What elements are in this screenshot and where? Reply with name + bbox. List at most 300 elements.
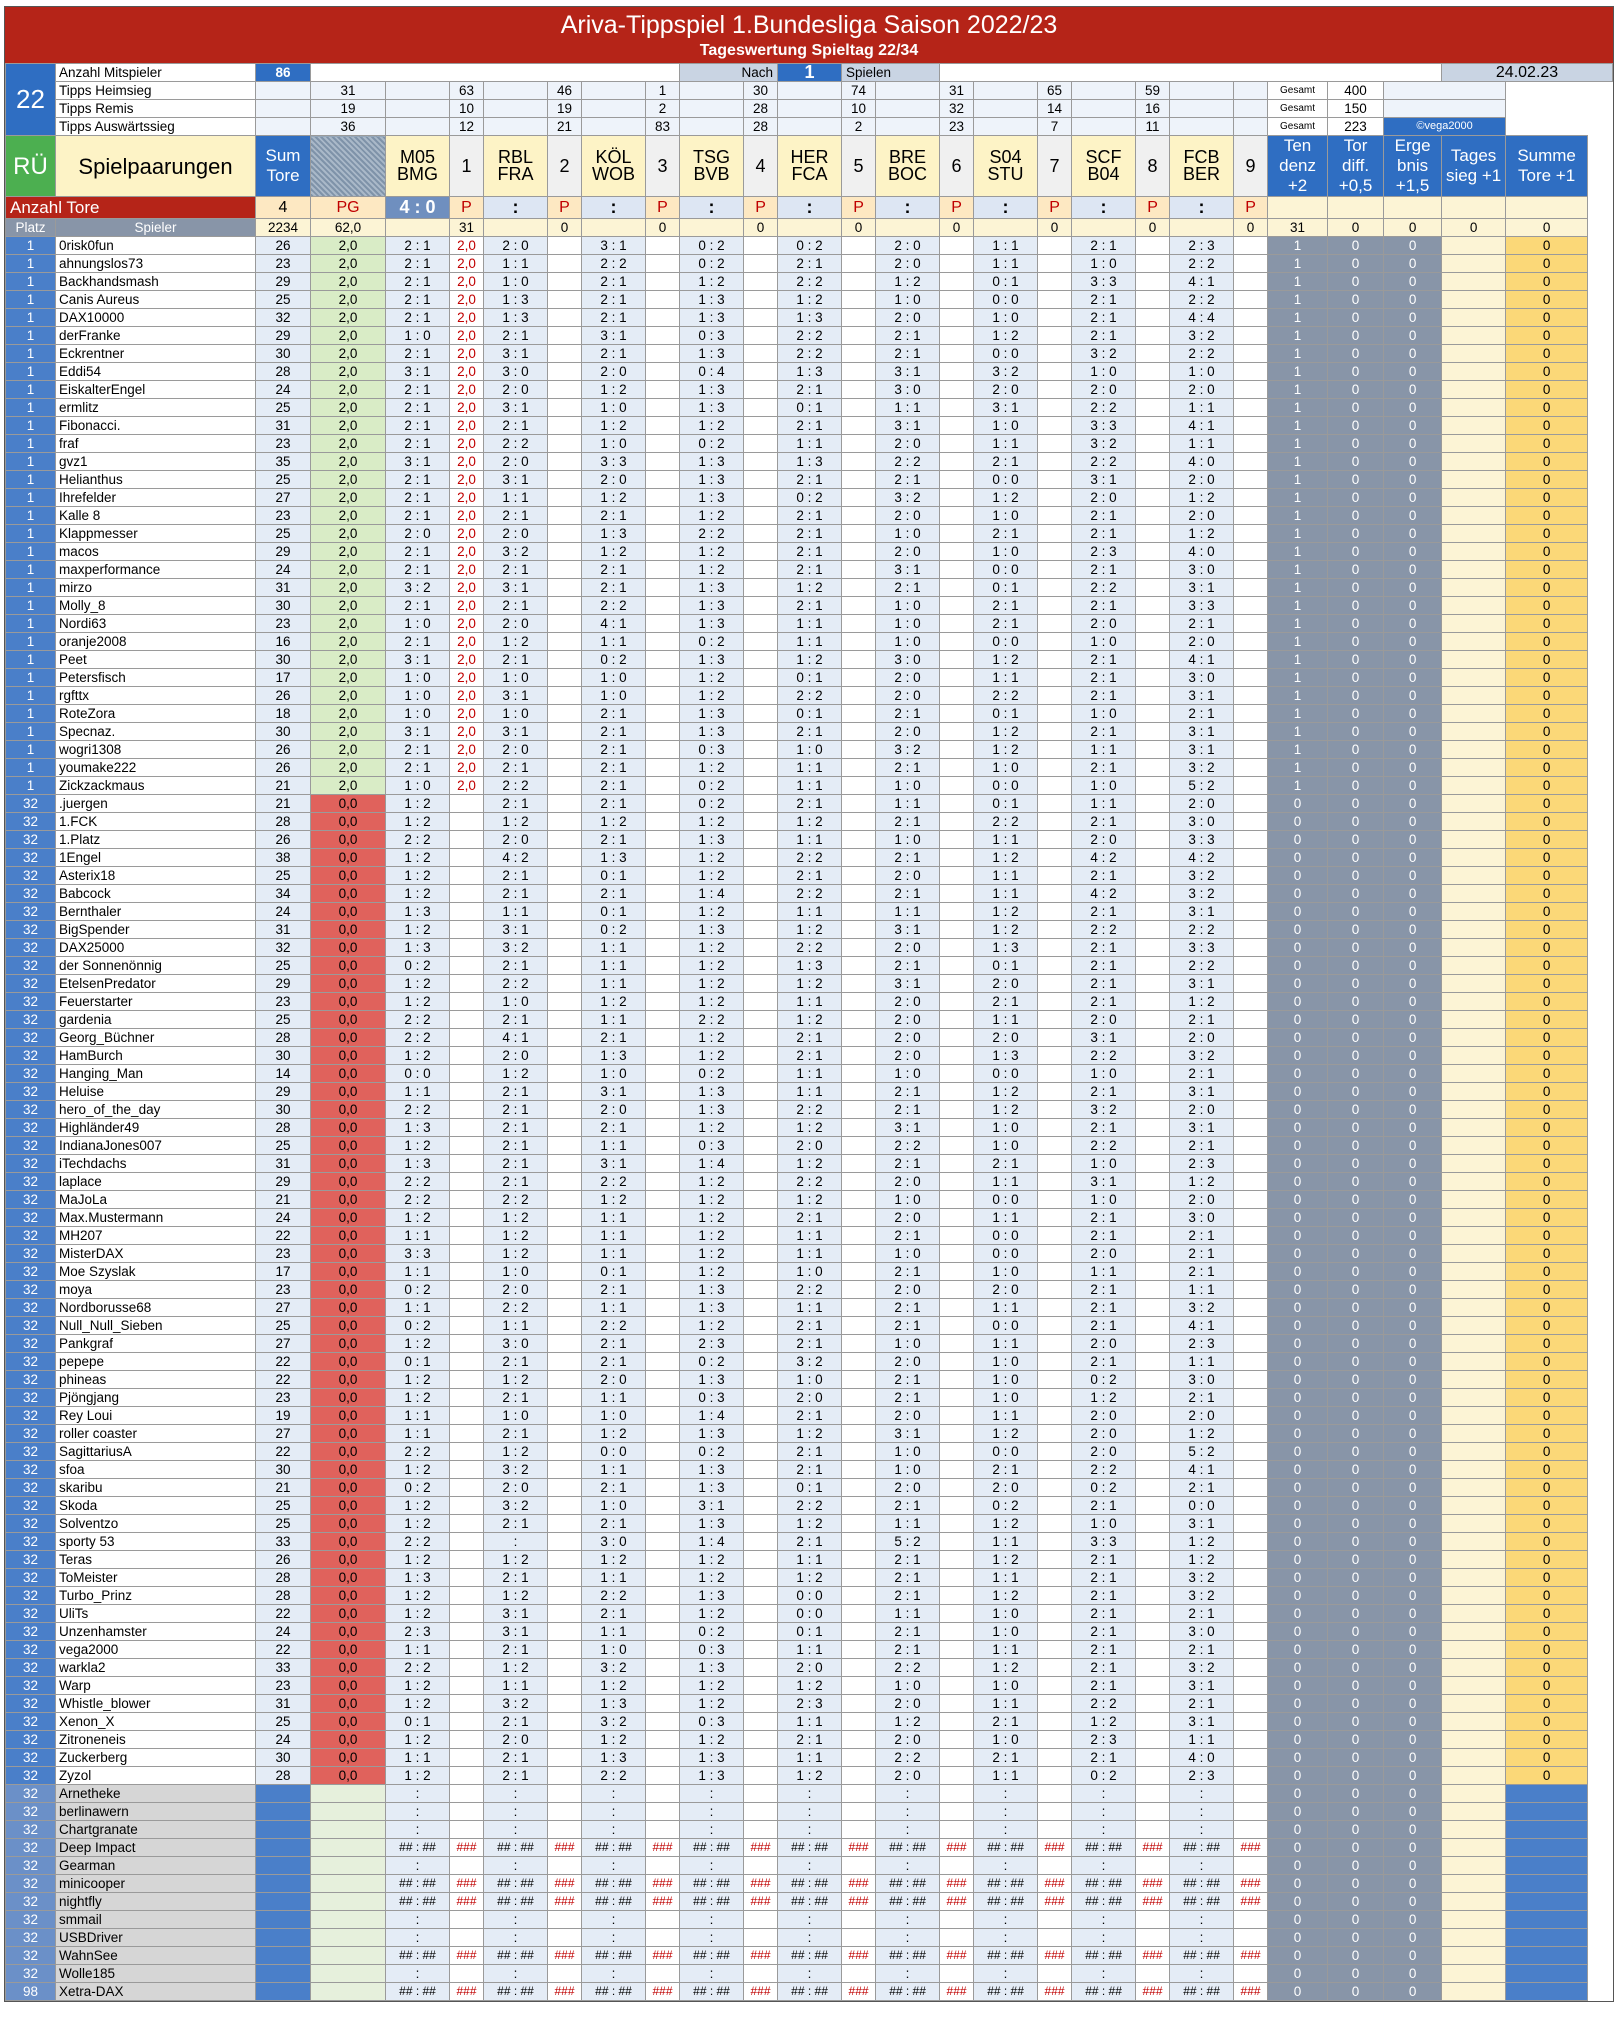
- player-tip: 0 : 2: [680, 633, 744, 651]
- player-name[interactable]: DAX10000: [56, 309, 256, 327]
- player-tip: 1 : 2: [974, 327, 1038, 345]
- blank: [646, 1821, 680, 1839]
- blank: [1136, 1929, 1170, 1947]
- player-name[interactable]: Solventzo: [56, 1515, 256, 1533]
- blank: [548, 1659, 582, 1677]
- match-pairing[interactable]: [386, 136, 450, 197]
- player-tip: 1 : 2: [386, 1767, 450, 1785]
- player-name[interactable]: iTechdachs: [56, 1155, 256, 1173]
- player-name[interactable]: RoteZora: [56, 705, 256, 723]
- blank: [744, 525, 778, 543]
- blank: [1234, 1623, 1268, 1641]
- player-name[interactable]: Backhandsmash: [56, 273, 256, 291]
- player-tordiff: 0: [1328, 885, 1384, 903]
- player-name[interactable]: fraf: [56, 435, 256, 453]
- match-pairing[interactable]: [1072, 136, 1136, 197]
- player-name[interactable]: moya: [56, 1281, 256, 1299]
- player-name[interactable]: DAX25000: [56, 939, 256, 957]
- player-name[interactable]: Gearman: [56, 1857, 256, 1875]
- player-tendenz: 1: [1268, 777, 1328, 795]
- player-name[interactable]: wogri1308: [56, 741, 256, 759]
- player-name[interactable]: sporty 53: [56, 1533, 256, 1551]
- player-tip: 2 : 2: [876, 1749, 940, 1767]
- player-name[interactable]: Zitroneneis: [56, 1731, 256, 1749]
- player-points: 2,0: [450, 471, 484, 489]
- player-pg: 0,0: [311, 1659, 386, 1677]
- player-tip: 2 : 2: [1072, 399, 1136, 417]
- player-points: 2,0: [450, 291, 484, 309]
- player-name[interactable]: Zickzackmaus: [56, 777, 256, 795]
- player-tagessieg: [1442, 399, 1506, 417]
- player-name[interactable]: Null_Null_Sieben: [56, 1317, 256, 1335]
- player-tip: 2 : 0: [876, 1407, 940, 1425]
- player-name[interactable]: 0risk0fun: [56, 237, 256, 255]
- player-ergebnis: 0: [1384, 435, 1442, 453]
- blank: [940, 309, 974, 327]
- player-pg: 0,0: [311, 1479, 386, 1497]
- player-tip: 1 : 1: [876, 1605, 940, 1623]
- player-points: ###: [548, 1839, 582, 1857]
- player-name[interactable]: gardenia: [56, 1011, 256, 1029]
- blank: [311, 1893, 386, 1911]
- blank: [450, 1317, 484, 1335]
- player-rank: 32: [6, 1857, 56, 1875]
- player-name[interactable]: roller coaster: [56, 1425, 256, 1443]
- player-row: [6, 1659, 1613, 1677]
- blank: [1136, 1299, 1170, 1317]
- player-tip: 1 : 2: [778, 1569, 842, 1587]
- player-tip: 1 : 3: [680, 1767, 744, 1785]
- player-name[interactable]: vega2000: [56, 1641, 256, 1659]
- player-name[interactable]: Helianthus: [56, 471, 256, 489]
- blank: [450, 1677, 484, 1695]
- player-rank: 32: [6, 1443, 56, 1461]
- player-name[interactable]: der Sonnenönnig: [56, 957, 256, 975]
- player-name[interactable]: nightfly: [56, 1893, 256, 1911]
- player-name[interactable]: .juergen: [56, 795, 256, 813]
- blank: [842, 1245, 876, 1263]
- player-tip: 2 : 0: [1170, 471, 1234, 489]
- blank: [450, 1443, 484, 1461]
- match-player-marker: 0: [940, 219, 974, 237]
- player-tip: 1 : 2: [386, 885, 450, 903]
- player-name[interactable]: WahnSee: [56, 1947, 256, 1965]
- player-tip: :: [778, 1785, 842, 1803]
- player-tordiff: 0: [1328, 1911, 1384, 1929]
- player-ergebnis: 0: [1384, 921, 1442, 939]
- anzahl-tore-value: 4: [256, 197, 311, 219]
- player-name[interactable]: Klappmesser: [56, 525, 256, 543]
- player-name[interactable]: derFranke: [56, 327, 256, 345]
- player-name[interactable]: 1.FCK: [56, 813, 256, 831]
- player-tip: 1 : 0: [876, 1443, 940, 1461]
- player-tip: 0 : 0: [1170, 1497, 1234, 1515]
- player-tip: 2 : 1: [582, 1335, 646, 1353]
- player-name[interactable]: smmail: [56, 1911, 256, 1929]
- blank: [1038, 1803, 1072, 1821]
- home-team: SCF: [1085, 147, 1122, 167]
- player-tip: 1 : 0: [876, 291, 940, 309]
- blank: [548, 1317, 582, 1335]
- player-tip: 1 : 3: [680, 597, 744, 615]
- player-tip: 1 : 1: [974, 1209, 1038, 1227]
- blank: [1038, 381, 1072, 399]
- blank: [646, 1569, 680, 1587]
- player-name[interactable]: MisterDAX: [56, 1245, 256, 1263]
- match-home-tips: 74: [842, 82, 876, 100]
- player-name[interactable]: Turbo_Prinz: [56, 1587, 256, 1605]
- player-name[interactable]: macos: [56, 543, 256, 561]
- player-name[interactable]: Bernthaler: [56, 903, 256, 921]
- player-name[interactable]: hero_of_the_day: [56, 1101, 256, 1119]
- player-tip: 0 : 1: [582, 903, 646, 921]
- blank: [646, 1497, 680, 1515]
- player-name[interactable]: Petersfisch: [56, 669, 256, 687]
- player-tendenz: 0: [1268, 1209, 1328, 1227]
- player-name[interactable]: Pjöngjang: [56, 1389, 256, 1407]
- player-name[interactable]: Max.Mustermann: [56, 1209, 256, 1227]
- player-tip: 1 : 2: [386, 1551, 450, 1569]
- player-name[interactable]: youmake222: [56, 759, 256, 777]
- player-tordiff: 0: [1328, 345, 1384, 363]
- player-tordiff: 0: [1328, 759, 1384, 777]
- player-name[interactable]: Peet: [56, 651, 256, 669]
- player-name[interactable]: Heluise: [56, 1083, 256, 1101]
- player-name[interactable]: rgfttx: [56, 687, 256, 705]
- player-tip: 1 : 2: [386, 921, 450, 939]
- blank: [646, 723, 680, 741]
- match-player-marker: 31: [450, 219, 484, 237]
- player-name[interactable]: berlinawern: [56, 1803, 256, 1821]
- player-name[interactable]: Asterix18: [56, 867, 256, 885]
- player-tip: 1 : 3: [680, 831, 744, 849]
- player-tip: :: [1072, 1965, 1136, 1983]
- player-pg: 2,0: [311, 291, 386, 309]
- player-ergebnis: 0: [1384, 831, 1442, 849]
- player-name[interactable]: ahnungslos73: [56, 255, 256, 273]
- player-name[interactable]: laplace: [56, 1173, 256, 1191]
- blank: [842, 345, 876, 363]
- player-tordiff: 0: [1328, 1803, 1384, 1821]
- player-name[interactable]: Specnaz.: [56, 723, 256, 741]
- blank: [842, 1335, 876, 1353]
- player-name[interactable]: Hanging_Man: [56, 1065, 256, 1083]
- blank: [744, 615, 778, 633]
- blank: [940, 417, 974, 435]
- player-sum-tore: 31: [256, 1155, 311, 1173]
- player-tip: :: [876, 1821, 940, 1839]
- blank: [1038, 1245, 1072, 1263]
- player-tip: 1 : 2: [974, 1083, 1038, 1101]
- player-tip: ## : ##: [974, 1839, 1038, 1857]
- player-name[interactable]: Moe Szyslak: [56, 1263, 256, 1281]
- player-name[interactable]: EtelsenPredator: [56, 975, 256, 993]
- player-tip: 2 : 3: [778, 1695, 842, 1713]
- blank: [1234, 525, 1268, 543]
- player-name[interactable]: ToMeister: [56, 1569, 256, 1587]
- player-tip: 0 : 2: [680, 1623, 744, 1641]
- player-name[interactable]: pepepe: [56, 1353, 256, 1371]
- player-tip: 0 : 2: [680, 795, 744, 813]
- player-tip: 3 : 1: [386, 723, 450, 741]
- player-tip: 1 : 2: [680, 867, 744, 885]
- player-tendenz: 0: [1268, 795, 1328, 813]
- player-name[interactable]: Unzenhamster: [56, 1623, 256, 1641]
- player-name[interactable]: maxperformance: [56, 561, 256, 579]
- blank: [1038, 309, 1072, 327]
- blank: [311, 1857, 386, 1875]
- player-name[interactable]: gvz1: [56, 453, 256, 471]
- player-tip: 2 : 1: [484, 795, 548, 813]
- player-name[interactable]: phineas: [56, 1371, 256, 1389]
- player-name[interactable]: Rey Loui: [56, 1407, 256, 1425]
- home-team: FCB: [1183, 147, 1220, 167]
- match-player-marker: 0: [1038, 219, 1072, 237]
- blank: [1038, 561, 1072, 579]
- player-tip: 2 : 1: [778, 1047, 842, 1065]
- player-tordiff: 0: [1328, 1155, 1384, 1173]
- blank: [1038, 1677, 1072, 1695]
- blank: [1234, 1353, 1268, 1371]
- player-summe-tore: 0: [1506, 1299, 1588, 1317]
- match-pairing[interactable]: [876, 136, 940, 197]
- player-name[interactable]: MaJoLa: [56, 1191, 256, 1209]
- player-tip: ## : ##: [680, 1893, 744, 1911]
- player-tip: ## : ##: [386, 1983, 450, 2001]
- player-rank: 32: [6, 1209, 56, 1227]
- p-label: P: [1038, 197, 1072, 219]
- blank: [548, 1461, 582, 1479]
- player-tordiff: 0: [1328, 615, 1384, 633]
- player-name[interactable]: Deep Impact: [56, 1839, 256, 1857]
- player-tip: 3 : 2: [778, 1353, 842, 1371]
- player-name[interactable]: MH207: [56, 1227, 256, 1245]
- player-summe-tore: 0: [1506, 1191, 1588, 1209]
- player-tip: 2 : 2: [484, 1191, 548, 1209]
- blank: [940, 291, 974, 309]
- blank: [1136, 1641, 1170, 1659]
- match-pairing[interactable]: [974, 136, 1038, 197]
- player-points: 2,0: [450, 237, 484, 255]
- match-pairing[interactable]: [778, 136, 842, 197]
- player-name[interactable]: IndianaJones007: [56, 1137, 256, 1155]
- player-name[interactable]: Georg_Büchner: [56, 1029, 256, 1047]
- player-name[interactable]: Nordborusse68: [56, 1299, 256, 1317]
- player-rank: 32: [6, 1767, 56, 1785]
- player-name[interactable]: Teras: [56, 1551, 256, 1569]
- player-name[interactable]: mirzo: [56, 579, 256, 597]
- player-tip: 1 : 1: [876, 1515, 940, 1533]
- player-row: [6, 1677, 1613, 1695]
- blank: [646, 975, 680, 993]
- player-tendenz: 0: [1268, 993, 1328, 1011]
- blank: [450, 1173, 484, 1191]
- player-tip: 1 : 1: [1170, 399, 1234, 417]
- player-name[interactable]: minicooper: [56, 1875, 256, 1893]
- blank: [548, 1749, 582, 1767]
- blank: [744, 1713, 778, 1731]
- blank: [1170, 82, 1234, 100]
- player-name[interactable]: Warp: [56, 1677, 256, 1695]
- blank: [842, 435, 876, 453]
- player-tip: 2 : 1: [1072, 1353, 1136, 1371]
- player-name[interactable]: skaribu: [56, 1479, 256, 1497]
- player-name[interactable]: Eddi54: [56, 363, 256, 381]
- player-name[interactable]: 1Engel: [56, 849, 256, 867]
- player-name[interactable]: sfoa: [56, 1461, 256, 1479]
- player-name[interactable]: Molly_8: [56, 597, 256, 615]
- player-tip: :: [680, 1857, 744, 1875]
- player-tendenz: 0: [1268, 1533, 1328, 1551]
- player-tip: 2 : 3: [680, 1335, 744, 1353]
- player-name[interactable]: Highländer49: [56, 1119, 256, 1137]
- blank: [1234, 1749, 1268, 1767]
- blank: [940, 1785, 974, 1803]
- player-tip: 2 : 0: [876, 939, 940, 957]
- player-tip: 0 : 1: [974, 273, 1038, 291]
- player-name[interactable]: Nordi63: [56, 615, 256, 633]
- blank: [1136, 1425, 1170, 1443]
- player-name[interactable]: EiskalterEngel: [56, 381, 256, 399]
- player-tip: 0 : 2: [680, 777, 744, 795]
- match-away-tips: 28: [744, 118, 778, 136]
- home-team: RBL: [497, 147, 533, 167]
- player-name[interactable]: oranje2008: [56, 633, 256, 651]
- player-ergebnis: 0: [1384, 957, 1442, 975]
- blank: [450, 1209, 484, 1227]
- player-tagessieg: [1442, 1047, 1506, 1065]
- player-name[interactable]: Xetra-DAX: [56, 1983, 256, 2001]
- player-tip: 1 : 2: [680, 1245, 744, 1263]
- player-tip: 2 : 0: [876, 255, 940, 273]
- player-tip: 1 : 2: [1072, 1389, 1136, 1407]
- player-rank: 32: [6, 1497, 56, 1515]
- blank: [1038, 1785, 1072, 1803]
- player-name[interactable]: 1.Platz: [56, 831, 256, 849]
- player-ergebnis: 0: [1384, 1245, 1442, 1263]
- blank: [450, 1353, 484, 1371]
- blank: [1038, 417, 1072, 435]
- player-tip: 2 : 0: [1170, 507, 1234, 525]
- blank: [548, 777, 582, 795]
- player-points: 2,0: [450, 687, 484, 705]
- player-name[interactable]: BigSpender: [56, 921, 256, 939]
- player-tip: 1 : 2: [582, 543, 646, 561]
- player-name[interactable]: Babcock: [56, 885, 256, 903]
- player-name[interactable]: Xenon_X: [56, 1713, 256, 1731]
- blank: [582, 100, 646, 118]
- player-sum-tore: 31: [256, 1695, 311, 1713]
- player-name[interactable]: Whistle_blower: [56, 1695, 256, 1713]
- player-tip: 1 : 0: [876, 525, 940, 543]
- player-name[interactable]: Feuerstarter: [56, 993, 256, 1011]
- player-name[interactable]: Eckrentner: [56, 345, 256, 363]
- player-name[interactable]: Ihrefelder: [56, 489, 256, 507]
- match-pairing[interactable]: [680, 136, 744, 197]
- player-pg: 2,0: [311, 687, 386, 705]
- player-tip: 3 : 1: [876, 561, 940, 579]
- player-name[interactable]: Chartgranate: [56, 1821, 256, 1839]
- player-name[interactable]: Pankgraf: [56, 1335, 256, 1353]
- player-row: [6, 687, 1613, 705]
- blank: [744, 1245, 778, 1263]
- player-sum-tore: 25: [256, 1317, 311, 1335]
- player-name[interactable]: Fibonacci.: [56, 417, 256, 435]
- player-tip: :: [778, 1803, 842, 1821]
- match-pairing[interactable]: [1170, 136, 1234, 197]
- blank: [646, 1605, 680, 1623]
- player-name[interactable]: Wolle185: [56, 1965, 256, 1983]
- match-away-tips: 36: [311, 118, 386, 136]
- player-tendenz: 0: [1268, 1677, 1328, 1695]
- player-rank: 32: [6, 1083, 56, 1101]
- p-label: P: [1234, 197, 1268, 219]
- player-tip: 2 : 1: [386, 273, 450, 291]
- blank: [940, 345, 974, 363]
- player-tip: 2 : 1: [778, 255, 842, 273]
- player-tip: 0 : 0: [974, 1317, 1038, 1335]
- player-tagessieg: [1442, 867, 1506, 885]
- player-tendenz: 0: [1268, 1839, 1328, 1857]
- match-pairing[interactable]: [484, 136, 548, 197]
- blank: [1038, 705, 1072, 723]
- player-tip: ## : ##: [680, 1839, 744, 1857]
- blank: [1038, 777, 1072, 795]
- blank: [1170, 118, 1234, 136]
- match-pairing[interactable]: [582, 136, 646, 197]
- player-name[interactable]: Zyzol: [56, 1767, 256, 1785]
- player-tip: 1 : 2: [680, 759, 744, 777]
- player-name[interactable]: USBDriver: [56, 1929, 256, 1947]
- player-tip: 2 : 0: [1170, 1029, 1234, 1047]
- player-name[interactable]: Skoda: [56, 1497, 256, 1515]
- blank: [1234, 1065, 1268, 1083]
- player-name[interactable]: Kalle 8: [56, 507, 256, 525]
- player-name[interactable]: Zuckerberg: [56, 1749, 256, 1767]
- blank: [548, 1371, 582, 1389]
- player-ergebnis: 0: [1384, 1623, 1442, 1641]
- player-row: [6, 1479, 1613, 1497]
- player-tip: 1 : 2: [582, 1677, 646, 1695]
- player-summe-tore: 0: [1506, 579, 1588, 597]
- blank: [450, 1479, 484, 1497]
- blank: [484, 118, 548, 136]
- player-name[interactable]: Arnetheke: [56, 1785, 256, 1803]
- player-pg: 0,0: [311, 1515, 386, 1533]
- player-tagessieg: [1442, 417, 1506, 435]
- player-name[interactable]: ermlitz: [56, 399, 256, 417]
- blank: [548, 1785, 582, 1803]
- player-tagessieg: [1442, 345, 1506, 363]
- player-tagessieg: [1442, 1299, 1506, 1317]
- player-name[interactable]: HamBurch: [56, 1047, 256, 1065]
- player-name[interactable]: warkla2: [56, 1659, 256, 1677]
- player-name[interactable]: Canis Aureus: [56, 291, 256, 309]
- blank: [1234, 381, 1268, 399]
- player-sum-tore: 22: [256, 1443, 311, 1461]
- player-name[interactable]: UliTs: [56, 1605, 256, 1623]
- player-tip: 1 : 1: [974, 1695, 1038, 1713]
- blank: [450, 885, 484, 903]
- player-name[interactable]: SagittariusA: [56, 1443, 256, 1461]
- player-row: [6, 507, 1613, 525]
- player-tip: 1 : 2: [484, 1245, 548, 1263]
- matchday-number: 22: [6, 64, 56, 136]
- player-tip: :: [680, 1785, 744, 1803]
- player-ergebnis: 0: [1384, 489, 1442, 507]
- player-tip: 3 : 0: [582, 1533, 646, 1551]
- player-summe-tore: 0: [1506, 1479, 1588, 1497]
